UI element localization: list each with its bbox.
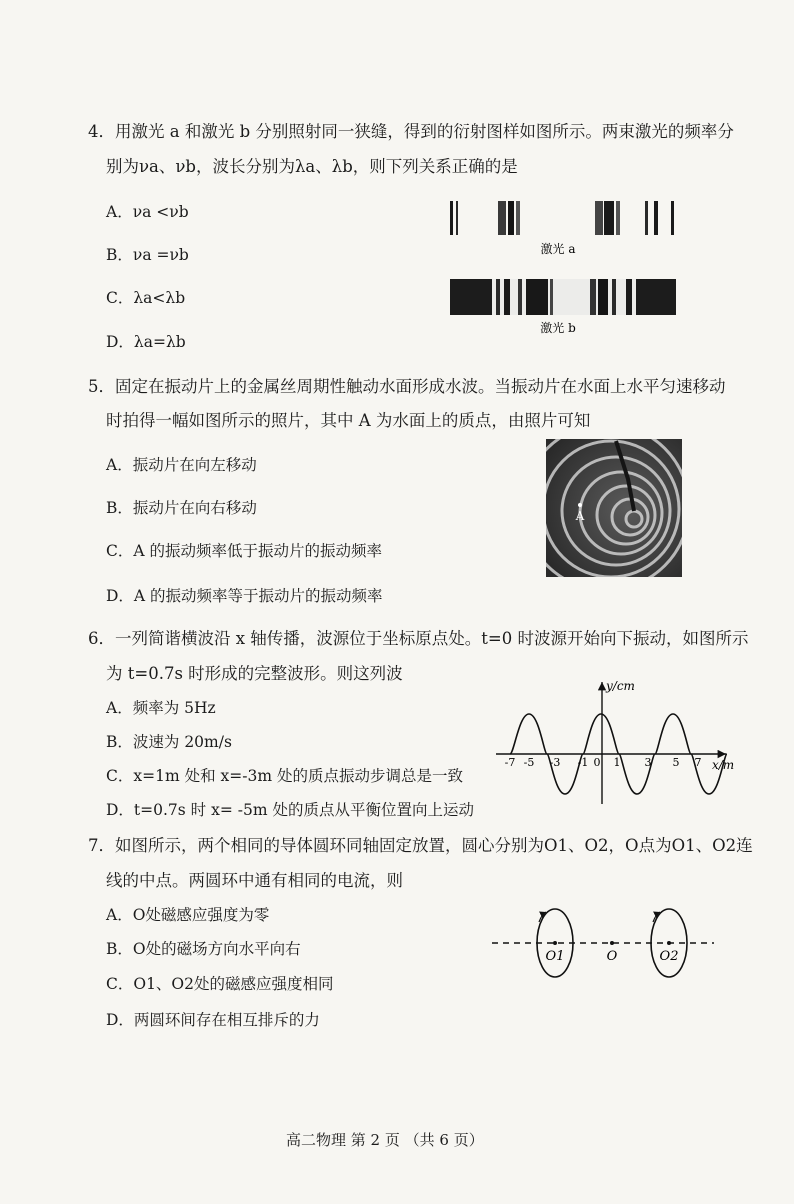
tick-label: -1 [577,756,589,769]
q4-stem-line2: 别为νa、νb，波长分别为λa、λb，则下列关系正确的是 [106,157,518,176]
q6-option-c: C．x=1m 处和 x=-3m 处的质点振动步调总是一致 [106,767,463,785]
q5-stem-line2: 时拍得一幅如图所示的照片，其中 A 为水面上的质点，由照片可知 [106,411,591,430]
tick-label: -5 [523,756,535,769]
q6-option-a: A．频率为 5Hz [106,699,216,717]
y-axis-label: y/cm [606,679,635,693]
caption-laser-b: 激光 b [540,321,576,335]
point-a-label: A [575,509,585,523]
q4-option-b: B．νa =νb [106,246,189,264]
q6-stem-line2: 为 t=0.7s 时形成的完整波形。则这列波 [106,664,403,683]
q5-option-a: A．振动片在向左移动 [106,456,257,474]
q6-wave-graph [490,676,750,806]
q4-option-a: A．νa <νb [106,203,189,221]
q7-stem-line1: 7．如图所示，两个相同的导体圆环同轴固定放置，圆心分别为O1、O2，O点为O1、O2连 [88,836,753,855]
tick-label: 3 [644,756,652,769]
q7-option-c: C．O1、O2处的磁感应强度相同 [106,975,334,993]
q7-stem-line2: 线的中点。两圆环中通有相同的电流，则 [106,871,403,890]
q7-rings-figure [488,900,718,990]
tick-label: 7 [694,756,702,769]
tick-label: -7 [504,756,516,769]
q6-stem-line1: 6．一列简谐横波沿 x 轴传播，波源位于坐标原点处。t=0 时波源开始向下振动，如图所示 [88,629,749,648]
q4-option-c: C．λa<λb [106,289,186,307]
q5-stem-line1: 5．固定在振动片上的金属丝周期性触动水面形成水波。当振动片在水面上水平匀速移动 [88,377,726,396]
laser-a-pattern [450,201,674,235]
q4-stem-line1: 4．用激光 a 和激光 b 分别照射同一狭缝，得到的衍射图样如图所示。两束激光的频率分 [88,122,734,141]
tick-label: 5 [672,756,680,769]
laser-b-pattern [450,279,676,315]
q5-option-c: C．A 的振动频率低于振动片的振动频率 [106,542,382,560]
q7-option-b: B．O处的磁场方向水平向右 [106,940,301,958]
label-o: O [606,949,618,964]
caption-laser-a: 激光 a [540,242,576,256]
tick-label: -3 [549,756,561,769]
q7-option-a: A．O处磁感应强度为零 [106,906,270,924]
tick-label: 1 [613,756,621,769]
tick-label: 0 [593,756,601,769]
q4-diffraction-figure [440,195,690,345]
q5-option-b: B．振动片在向右移动 [106,499,257,517]
label-o1: O1 [545,949,565,964]
label-o2: O2 [659,949,679,964]
q5-option-d: D．A 的振动频率等于振动片的振动频率 [106,587,383,605]
q4-option-d: D．λa=λb [106,333,186,351]
q6-option-d: D．t=0.7s 时 x= -5m 处的质点从平衡位置向上运动 [106,801,474,819]
q7-option-d: D．两圆环间存在相互排斥的力 [106,1011,320,1029]
q5-water-wave-photo [546,439,682,577]
page-footer: 高二物理 第 2 页 （共 6 页） [286,1131,484,1149]
x-axis-label: x/m [712,758,735,772]
q6-option-b: B．波速为 20m/s [106,733,232,751]
